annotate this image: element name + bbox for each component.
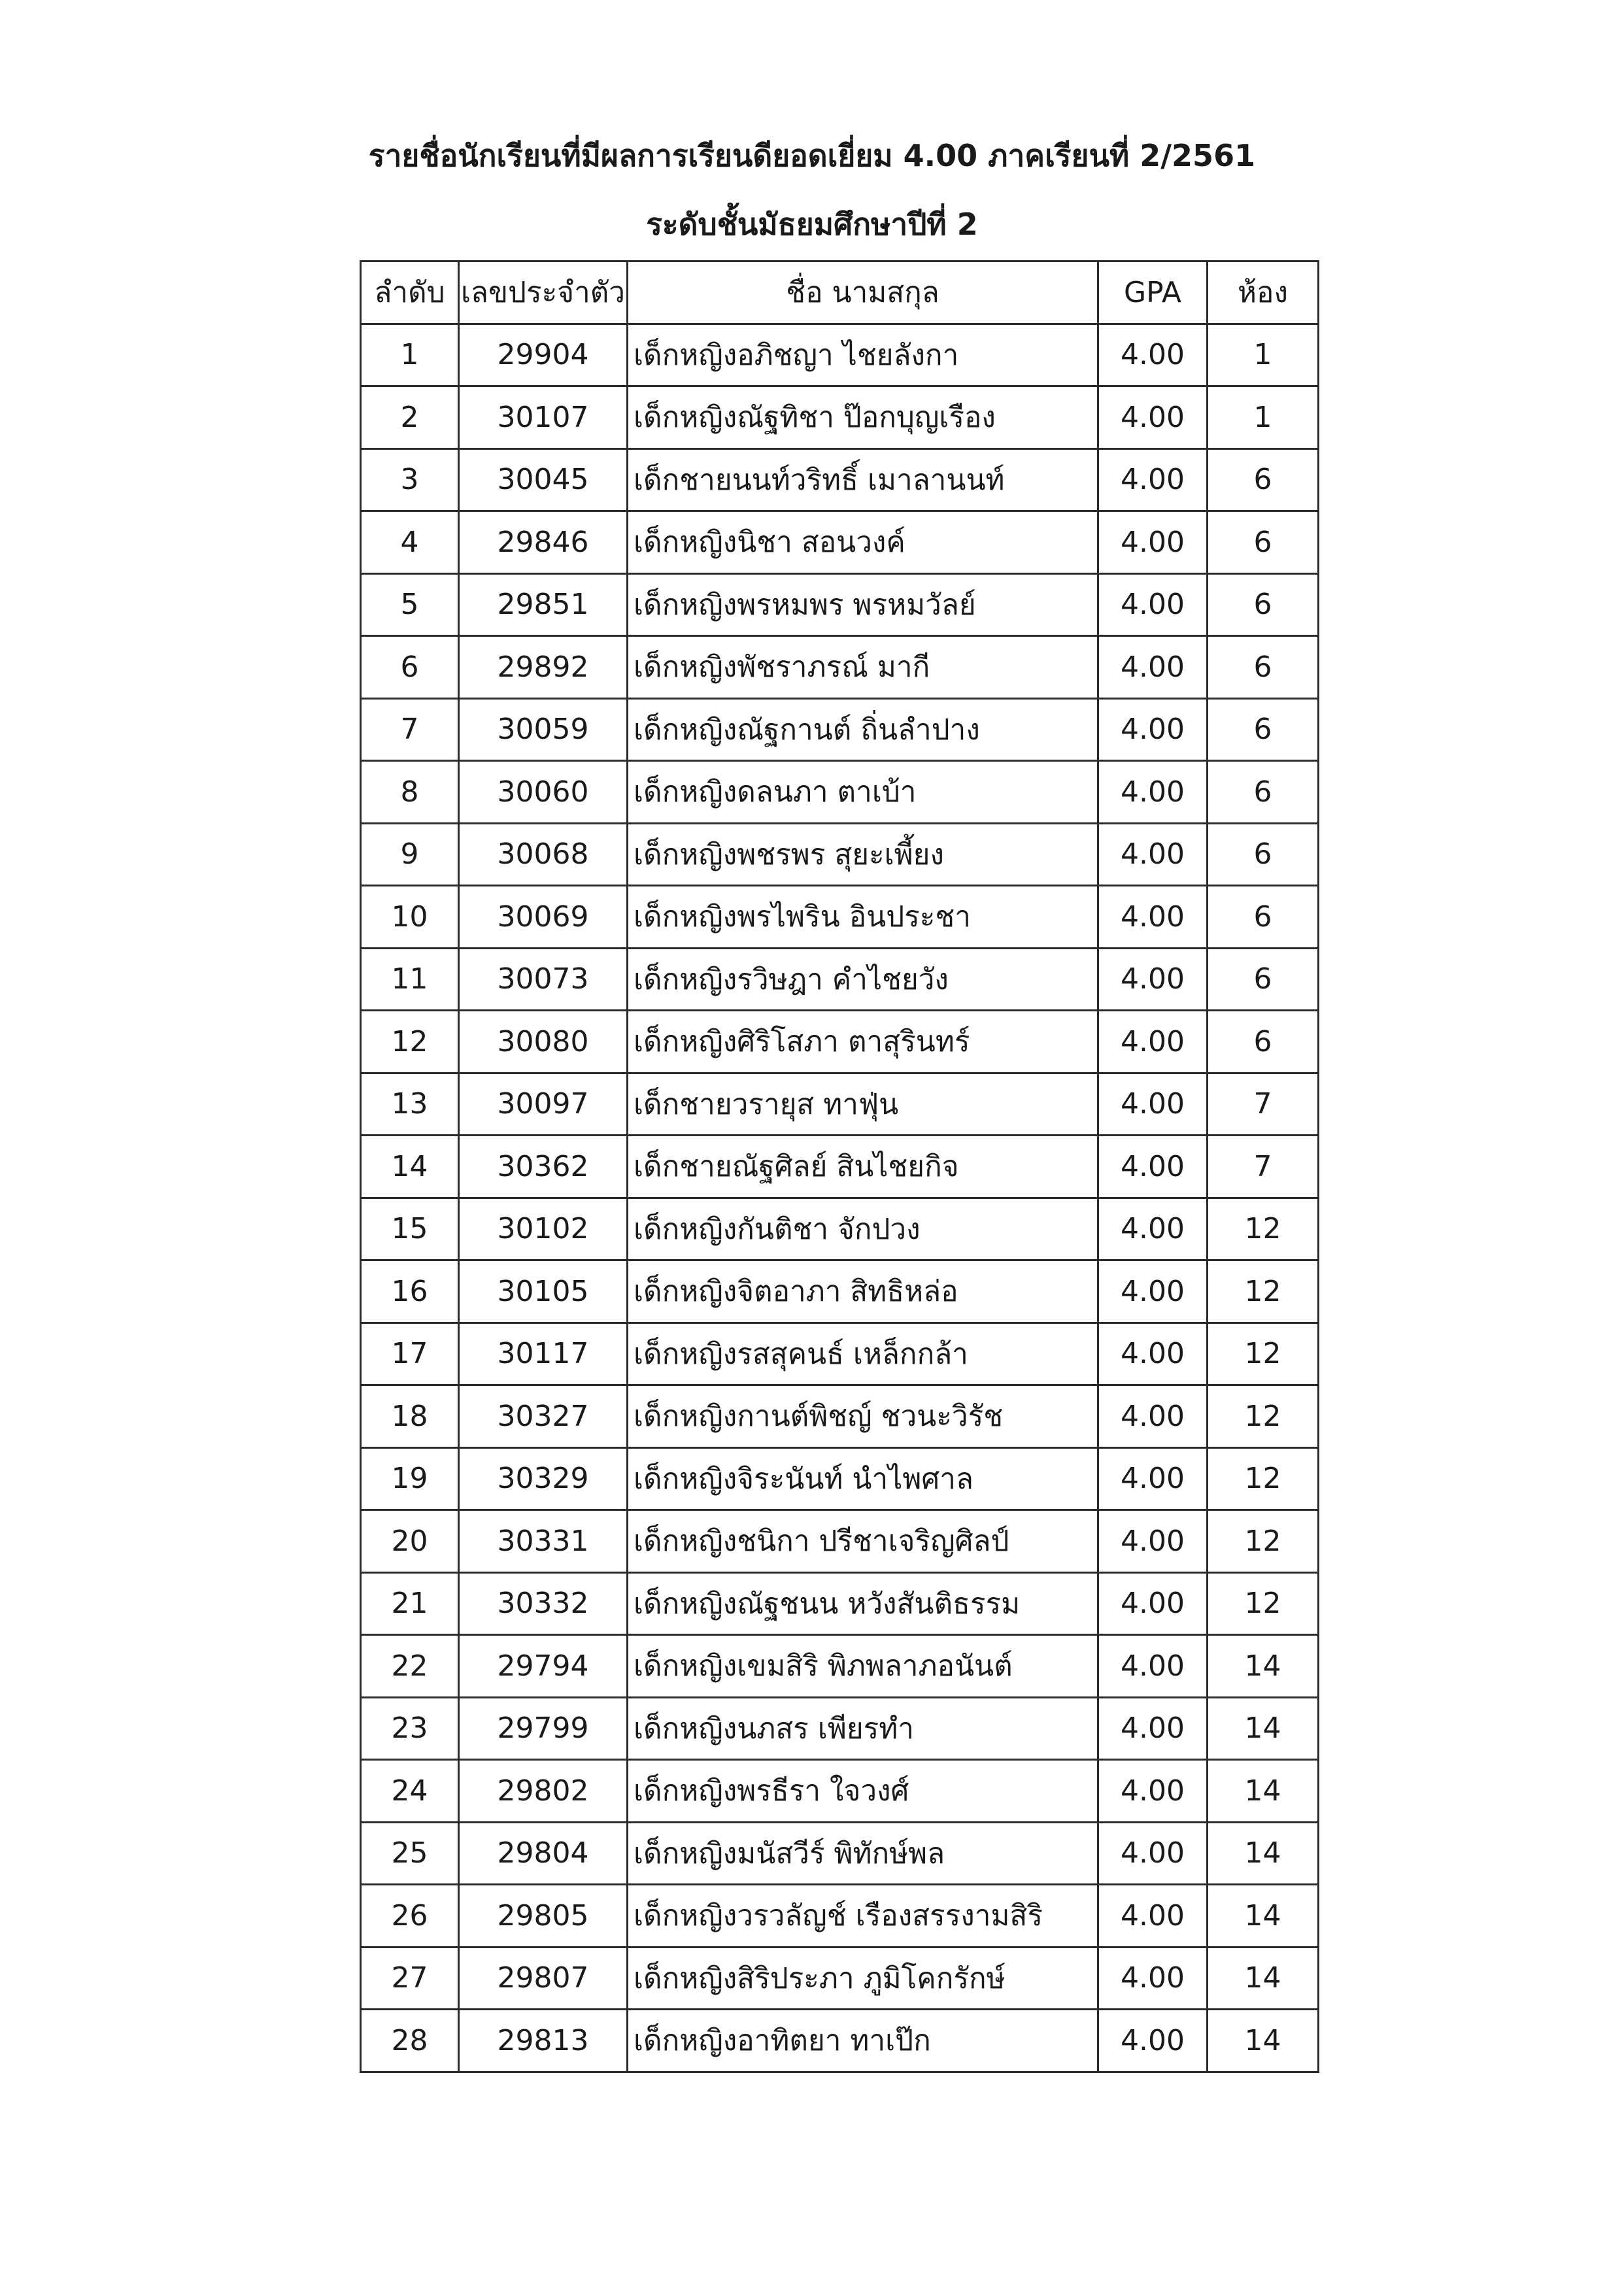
cell-student-id: 30327 [459,1385,628,1448]
cell-room: 12 [1208,1572,1319,1635]
cell-gpa: 4.00 [1098,1385,1208,1448]
table-row [361,1510,1319,1573]
cell-order: 18 [361,1385,459,1448]
cell-order: 14 [361,1136,459,1198]
cell-gpa: 4.00 [1098,761,1208,824]
cell-gpa: 4.00 [1098,2010,1208,2072]
cell-order: 7 [361,698,459,761]
cell-name: เด็กหญิงรสสุคนธ์ เหล็กกล้า [628,1323,1098,1385]
cell-order: 16 [361,1260,459,1323]
cell-order: 4 [361,511,459,574]
cell-gpa: 4.00 [1098,698,1208,761]
cell-room: 12 [1208,1323,1319,1385]
cell-name: เด็กชายณัฐศิลย์ สินไชยกิจ [628,1136,1098,1198]
cell-name: เด็กหญิงชนิกา ปรีชาเจริญศิลป์ [628,1510,1098,1573]
table-row [361,823,1319,886]
cell-order: 9 [361,823,459,886]
cell-room: 12 [1208,1198,1319,1260]
table-row [361,1635,1319,1698]
cell-gpa: 4.00 [1098,1572,1208,1635]
cell-name: เด็กชายวรายุส ทาฟุ่น [628,1073,1098,1136]
cell-student-id: 29904 [459,324,628,386]
cell-order: 10 [361,886,459,949]
cell-order: 25 [361,1822,459,1885]
cell-room: 7 [1208,1136,1319,1198]
cell-gpa: 4.00 [1098,386,1208,449]
cell-room: 14 [1208,1635,1319,1698]
cell-gpa: 4.00 [1098,1635,1208,1698]
cell-name: เด็กหญิงกันติชา จักปวง [628,1198,1098,1260]
cell-order: 2 [361,386,459,449]
table-row [361,1073,1319,1136]
cell-room: 12 [1208,1510,1319,1573]
table-row [361,636,1319,699]
cell-gpa: 4.00 [1098,1447,1208,1510]
cell-room: 6 [1208,886,1319,949]
cell-name: เด็กหญิงณัฐชนน หวังสันติธรรม [628,1572,1098,1635]
cell-student-id: 29799 [459,1697,628,1760]
cell-student-id: 30069 [459,886,628,949]
cell-student-id: 30102 [459,1198,628,1260]
table-row [361,1011,1319,1073]
cell-room: 6 [1208,948,1319,1011]
cell-order: 5 [361,573,459,636]
table-row [361,1447,1319,1510]
cell-student-id: 29804 [459,1822,628,1885]
table-row [361,1260,1319,1323]
cell-name: เด็กหญิงอภิชญา ไชยลังกา [628,324,1098,386]
cell-name: เด็กหญิงวรวลัญช์ เรืองสรรงามสิริ [628,1885,1098,1948]
table-row [361,761,1319,824]
cell-student-id: 29807 [459,1947,628,2010]
cell-order: 12 [361,1011,459,1073]
header-gpa: GPA [1098,261,1208,324]
cell-room: 6 [1208,573,1319,636]
cell-student-id: 30045 [459,448,628,511]
cell-name: เด็กหญิงพชรพร สุยะเพี้ยง [628,823,1098,886]
table-row [361,1323,1319,1385]
table-row [361,1822,1319,1885]
cell-name: เด็กหญิงจิตอาภา สิทธิหล่อ [628,1260,1098,1323]
cell-student-id: 30073 [459,948,628,1011]
cell-gpa: 4.00 [1098,886,1208,949]
table-row [361,573,1319,636]
cell-name: เด็กหญิงศิริโสภา ตาสุรินทร์ [628,1011,1098,1073]
cell-name: เด็กหญิงพรไพริน อินประชา [628,886,1098,949]
cell-student-id: 30105 [459,1260,628,1323]
table-row [361,1697,1319,1760]
cell-gpa: 4.00 [1098,1260,1208,1323]
cell-room: 12 [1208,1447,1319,1510]
cell-order: 8 [361,761,459,824]
cell-name: เด็กหญิงพรธีรา ใจวงศ์ [628,1760,1098,1823]
student-table [360,260,1319,2073]
cell-gpa: 4.00 [1098,324,1208,386]
cell-room: 14 [1208,1947,1319,2010]
cell-order: 21 [361,1572,459,1635]
cell-order: 19 [361,1447,459,1510]
cell-order: 28 [361,2010,459,2072]
table-row [361,886,1319,949]
cell-order: 20 [361,1510,459,1573]
cell-room: 6 [1208,448,1319,511]
cell-gpa: 4.00 [1098,1947,1208,2010]
cell-name: เด็กหญิงดลนภา ตาเบ้า [628,761,1098,824]
table-row [361,1760,1319,1823]
cell-name: เด็กหญิงนภสร เพียรทำ [628,1697,1098,1760]
table-row [361,324,1319,386]
cell-order: 6 [361,636,459,699]
cell-gpa: 4.00 [1098,1136,1208,1198]
cell-gpa: 4.00 [1098,1760,1208,1823]
cell-student-id: 29851 [459,573,628,636]
cell-order: 24 [361,1760,459,1823]
cell-gpa: 4.00 [1098,1011,1208,1073]
cell-order: 22 [361,1635,459,1698]
table-row [361,1385,1319,1448]
cell-room: 14 [1208,1760,1319,1823]
cell-gpa: 4.00 [1098,1073,1208,1136]
cell-student-id: 29805 [459,1885,628,1948]
cell-name: เด็กหญิงจิระนันท์ นำไพศาล [628,1447,1098,1510]
cell-room: 12 [1208,1385,1319,1448]
cell-room: 12 [1208,1260,1319,1323]
table-row [361,948,1319,1011]
cell-name: เด็กหญิงรวิษฎา คำไชยวัง [628,948,1098,1011]
table-row [361,698,1319,761]
cell-student-id: 30332 [459,1572,628,1635]
cell-room: 14 [1208,2010,1319,2072]
cell-gpa: 4.00 [1098,1822,1208,1885]
cell-student-id: 29813 [459,2010,628,2072]
cell-order: 3 [361,448,459,511]
cell-student-id: 30117 [459,1323,628,1385]
cell-name: เด็กหญิงพรหมพร พรหมวัลย์ [628,573,1098,636]
cell-room: 1 [1208,386,1319,449]
cell-name: เด็กชายนนท์วริทธิ์ เมาลานนท์ [628,448,1098,511]
table-row [361,1198,1319,1260]
cell-name: เด็กหญิงกานต์พิชญ์ ชวนะวิรัช [628,1385,1098,1448]
cell-student-id: 29794 [459,1635,628,1698]
cell-student-id: 30080 [459,1011,628,1073]
cell-student-id: 30060 [459,761,628,824]
cell-room: 7 [1208,1073,1319,1136]
cell-student-id: 30097 [459,1073,628,1136]
cell-room: 6 [1208,823,1319,886]
cell-room: 6 [1208,1011,1319,1073]
cell-order: 27 [361,1947,459,2010]
cell-gpa: 4.00 [1098,448,1208,511]
cell-room: 6 [1208,636,1319,699]
cell-room: 1 [1208,324,1319,386]
cell-name: เด็กหญิงสิริประภา ภูมิโคกรักษ์ [628,1947,1098,2010]
header-order: ลำดับ [361,261,459,324]
cell-room: 6 [1208,761,1319,824]
cell-name: เด็กหญิงอาทิตยา ทาเป๊ก [628,2010,1098,2072]
table-row [361,386,1319,449]
table-row [361,1136,1319,1198]
cell-order: 13 [361,1073,459,1136]
cell-order: 26 [361,1885,459,1948]
cell-gpa: 4.00 [1098,948,1208,1011]
header-student-id: เลขประจำตัว [459,261,628,324]
cell-gpa: 4.00 [1098,1510,1208,1573]
cell-order: 11 [361,948,459,1011]
table-row [361,1572,1319,1635]
cell-order: 17 [361,1323,459,1385]
cell-student-id: 30331 [459,1510,628,1573]
page-title: รายชื่อนักเรียนที่มีผลการเรียนดียอดเยี่ยม 4.00 ภาคเรียนที่ 2/2561 [368,138,1256,173]
cell-student-id: 29846 [459,511,628,574]
page-subtitle: ระดับชั้นมัธยมศึกษาปีที่ 2 [646,207,978,242]
cell-order: 23 [361,1697,459,1760]
cell-student-id: 30107 [459,386,628,449]
table-body [361,324,1319,2072]
cell-name: เด็กหญิงณัฐทิชา ป๊อกบุญเรือง [628,386,1098,449]
cell-gpa: 4.00 [1098,511,1208,574]
table-row [361,511,1319,574]
cell-name: เด็กหญิงนิชา สอนวงค์ [628,511,1098,574]
cell-room: 6 [1208,511,1319,574]
cell-student-id: 29802 [459,1760,628,1823]
cell-gpa: 4.00 [1098,1323,1208,1385]
cell-order: 1 [361,324,459,386]
cell-name: เด็กหญิงพัชราภรณ์ มากี [628,636,1098,699]
cell-student-id: 30059 [459,698,628,761]
header-room: ห้อง [1208,261,1319,324]
table-row [361,1947,1319,2010]
cell-gpa: 4.00 [1098,1885,1208,1948]
cell-order: 15 [361,1198,459,1260]
header-name: ชื่อ นามสกุล [628,261,1098,324]
cell-room: 14 [1208,1697,1319,1760]
cell-gpa: 4.00 [1098,636,1208,699]
cell-room: 14 [1208,1822,1319,1885]
cell-room: 6 [1208,698,1319,761]
cell-room: 14 [1208,1885,1319,1948]
cell-student-id: 30362 [459,1136,628,1198]
cell-student-id: 29892 [459,636,628,699]
cell-name: เด็กหญิงณัฐกานต์ ถิ่นลำปาง [628,698,1098,761]
cell-gpa: 4.00 [1098,823,1208,886]
table-row [361,2010,1319,2072]
table-row [361,1885,1319,1948]
cell-gpa: 4.00 [1098,1697,1208,1760]
cell-student-id: 30329 [459,1447,628,1510]
cell-gpa: 4.00 [1098,1198,1208,1260]
cell-gpa: 4.00 [1098,573,1208,636]
cell-name: เด็กหญิงเขมสิริ พิภพลาภอนันต์ [628,1635,1098,1698]
table-row [361,448,1319,511]
cell-student-id: 30068 [459,823,628,886]
cell-name: เด็กหญิงมนัสวีร์ พิทักษ์พล [628,1822,1098,1885]
table-header-row [361,261,1319,324]
